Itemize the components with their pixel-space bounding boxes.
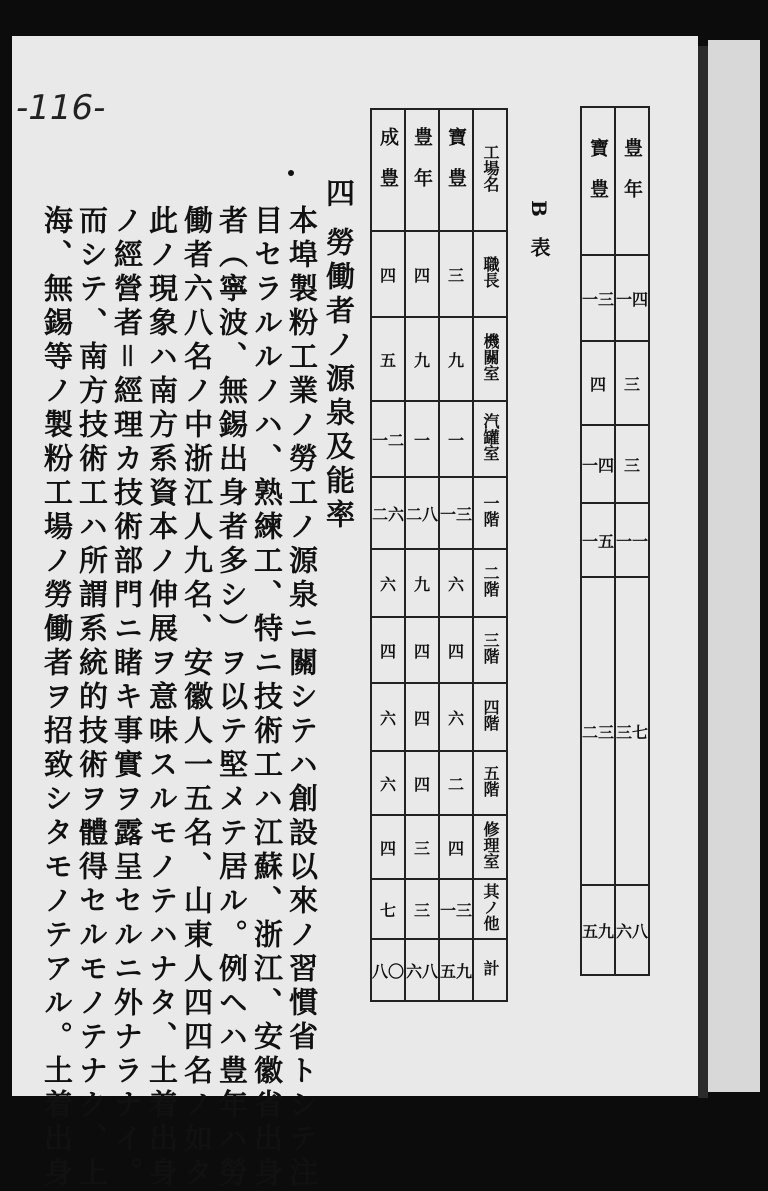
- table-b: [370, 108, 508, 1002]
- row-header: 成豊: [371, 109, 405, 231]
- column-header: 計: [473, 939, 507, 1001]
- table-cell: 五九: [439, 939, 473, 1001]
- table-cell: 一五: [581, 503, 615, 577]
- row-header: 寶豊: [439, 109, 473, 231]
- table-cell: 二六: [371, 477, 405, 549]
- book-spine: [698, 46, 708, 1098]
- column-header: 職長: [473, 231, 507, 317]
- body-line: 者（寧波、無錫出身者多シ）ヲ以テ堅メテ居ル。例ヘハ豊年ハ勞: [215, 205, 249, 1191]
- table-cell: 三: [615, 341, 649, 425]
- table-cell: 一四: [581, 425, 615, 503]
- corner-header: 工場名: [473, 109, 507, 231]
- table-cell: 一三: [581, 255, 615, 341]
- table-cell: 四: [405, 617, 439, 683]
- table-cell: 三: [405, 815, 439, 879]
- page-number: -116-: [16, 88, 106, 128]
- table-a-continued: [580, 106, 650, 976]
- table-cell: 四: [405, 231, 439, 317]
- table-cell: 一三: [439, 879, 473, 939]
- column-header: 四階: [473, 683, 507, 751]
- table-cell: 九: [405, 317, 439, 401]
- table-cell: 六: [371, 683, 405, 751]
- table-cell: 一二: [371, 401, 405, 477]
- table-cell: 一四: [615, 255, 649, 341]
- table-b-label: B 表: [527, 200, 551, 257]
- body-line: 本埠製粉工業ノ勞工ノ源泉ニ關シテハ創設以來ノ習慣省トシテ注: [285, 205, 319, 1191]
- column-header: 汽罐室: [473, 401, 507, 477]
- table-cell: 四: [371, 231, 405, 317]
- table-cell: 四: [581, 341, 615, 425]
- table-cell: 四: [371, 815, 405, 879]
- table-cell: 六: [439, 549, 473, 617]
- table-cell: 一: [439, 401, 473, 477]
- column-header: 五階: [473, 751, 507, 815]
- table-cell: 九: [405, 549, 439, 617]
- table-cell: 六八: [615, 885, 649, 975]
- body-line: 目セラルルノハ、熟練工、特ニ技術工ハ江蘇、浙江、安徽省出身: [250, 205, 284, 1191]
- body-line: ノ經營者＝經理カ技術部門ニ睹キ事實ヲ露呈セルニ外ナラナイ。: [110, 205, 144, 1191]
- table-cell: 九: [439, 317, 473, 401]
- column-header: 機關室: [473, 317, 507, 401]
- column-header: 三階: [473, 617, 507, 683]
- column-header: 一階: [473, 477, 507, 549]
- table-cell: 三: [439, 231, 473, 317]
- table-cell: 五九: [581, 885, 615, 975]
- table-cell: 六: [371, 549, 405, 617]
- table-cell: 六八: [405, 939, 439, 1001]
- table-cell: 五: [371, 317, 405, 401]
- table-cell: 六: [439, 683, 473, 751]
- column-header: 修理室: [473, 815, 507, 879]
- table-cell: 七: [371, 879, 405, 939]
- facing-page-edge: [708, 40, 760, 1092]
- row-header: 寶豊: [581, 107, 615, 255]
- body-line: 働者六八名ノ中浙江人九名、安徽人一五名、山東人四四名ノ如タ: [180, 205, 214, 1191]
- table-cell: 一: [405, 401, 439, 477]
- body-line: 此ノ現象ハ南方系資本ノ伸展ヲ意味スルモノテハナタ、土着出身: [145, 205, 179, 1191]
- section-heading: 四 勞働者ノ源泉及能率: [322, 178, 356, 534]
- body-line: 而シテ、南方技術工ハ所謂系統的技術ヲ體得セルモノテナク、上: [75, 205, 109, 1191]
- table-cell: 四: [405, 751, 439, 815]
- table-cell: 四: [439, 815, 473, 879]
- table-cell: 二: [439, 751, 473, 815]
- table-cell: 二三: [581, 577, 615, 885]
- table-cell: 三: [405, 879, 439, 939]
- row-header: 豊年: [405, 109, 439, 231]
- row-header: 豊年: [615, 107, 649, 255]
- table-cell: 四: [371, 617, 405, 683]
- table-cell: 八〇: [371, 939, 405, 1001]
- bullet-dot: [288, 170, 294, 176]
- body-line: 海、無錫等ノ製粉工場ノ勞働者ヲ招致シタモノテアル。土着出身: [40, 205, 74, 1191]
- table-cell: 三: [615, 425, 649, 503]
- table-cell: 六: [371, 751, 405, 815]
- table-cell: 四: [405, 683, 439, 751]
- table-cell: 四: [439, 617, 473, 683]
- table-cell: 三七: [615, 577, 649, 885]
- column-header: 其ノ他: [473, 879, 507, 939]
- table-cell: 二八: [405, 477, 439, 549]
- column-header: 二階: [473, 549, 507, 617]
- table-cell: 一一: [615, 503, 649, 577]
- table-cell: 一三: [439, 477, 473, 549]
